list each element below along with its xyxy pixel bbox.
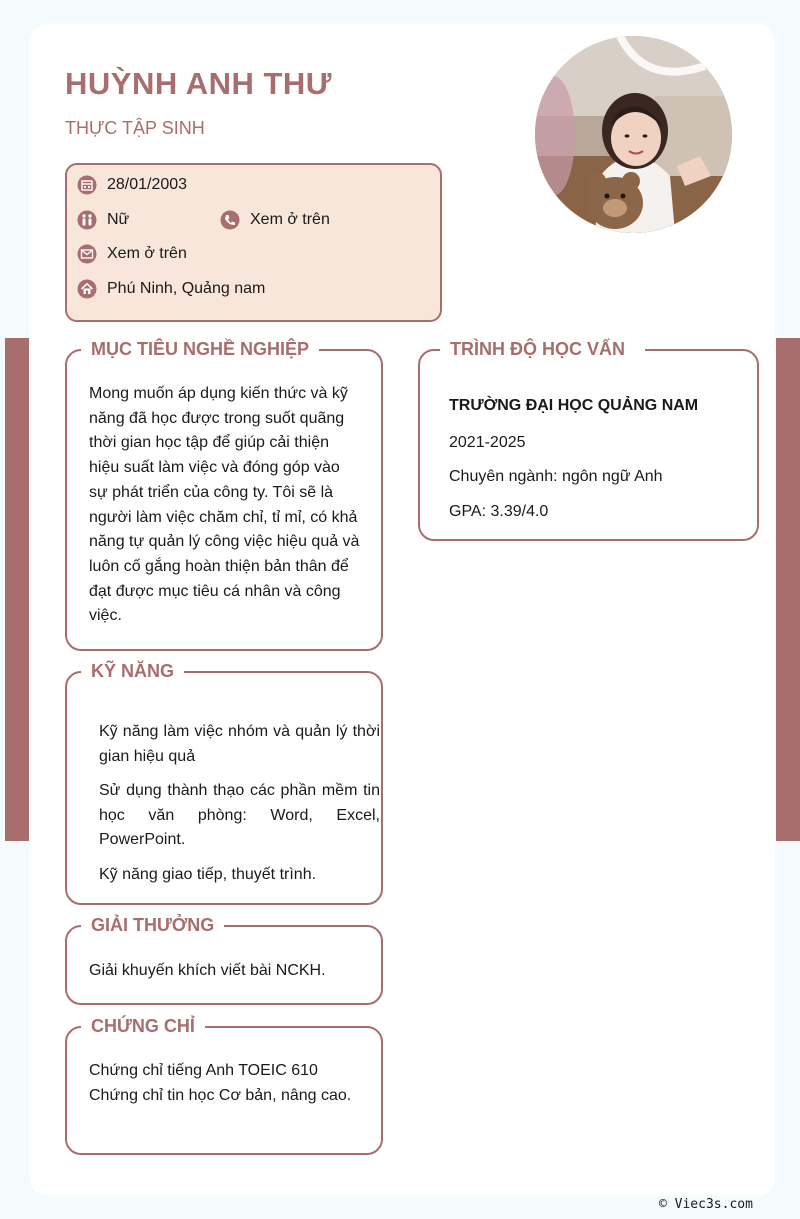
profile-photo-illustration bbox=[535, 36, 732, 233]
phone-row bbox=[220, 210, 330, 230]
footer-credit: © Viec3s.com bbox=[659, 1197, 753, 1212]
skill-item: Kỹ năng giao tiếp, thuyết trình. bbox=[99, 866, 317, 883]
objective-title: MỤC TIÊU NGHỀ NGHIỆP bbox=[81, 339, 319, 360]
contact-info-box bbox=[65, 163, 442, 322]
certificate-item: Chứng chỉ tin học Cơ bản, nâng cao. bbox=[89, 1087, 352, 1104]
birthday-value: 28/01/2003 bbox=[107, 176, 188, 193]
skill-item: Kỹ năng làm việc nhóm và quản lý thời gian hiệu quả bbox=[99, 723, 380, 765]
objective-text: Mong muốn áp dụng kiến thức và kỹ năng đã học được trong suốt quãng thời gian học tập để giúp cải thiện hiệu suất làm việc và đóng góp vào sự phát triển của công ty. Tôi sẽ là người làm việc chăm chỉ, tỉ mỉ, có khả năng tự quản lý công việc hiệu quả và luôn cố gắng hoàn thiện bản thân để đạt được mục tiêu cá nhân và công việc. bbox=[89, 385, 360, 625]
education-years: 2021-2025 bbox=[449, 434, 526, 451]
gender-value: Nữ bbox=[107, 211, 130, 228]
certificates-title: CHỨNG CHỈ bbox=[81, 1016, 205, 1037]
education-school: TRƯỜNG ĐẠI HỌC QUẢNG NAM bbox=[449, 397, 699, 414]
certificate-item: Chứng chỉ tiếng Anh TOEIC 610 bbox=[89, 1062, 318, 1079]
gender-row bbox=[77, 210, 129, 230]
skills-title: KỸ NĂNG bbox=[81, 661, 184, 682]
email-row bbox=[77, 244, 187, 264]
profile-photo bbox=[535, 36, 732, 233]
email-icon bbox=[77, 244, 97, 264]
address-value: Phú Ninh, Quảng nam bbox=[107, 280, 266, 297]
address-row bbox=[77, 279, 265, 299]
right-accent-band bbox=[776, 338, 800, 841]
candidate-role: THỰC TẬP SINH bbox=[65, 118, 205, 138]
left-accent-band bbox=[5, 338, 29, 841]
calendar-icon bbox=[77, 175, 97, 195]
gender-icon bbox=[77, 210, 97, 230]
education-major: Chuyên ngành: ngôn ngữ Anh bbox=[449, 468, 663, 485]
birthday-row bbox=[77, 175, 187, 195]
home-icon bbox=[77, 279, 97, 299]
phone-icon bbox=[220, 210, 240, 230]
skill-item: Sử dụng thành thạo các phần mềm tin học văn phòng: Word, Excel, PowerPoint. bbox=[99, 782, 380, 849]
phone-value: Xem ở trên bbox=[250, 211, 330, 228]
education-gpa: GPA: 3.39/4.0 bbox=[449, 503, 549, 520]
awards-text: Giải khuyến khích viết bài NCKH. bbox=[89, 962, 326, 979]
education-title: TRÌNH ĐỘ HỌC VẤN bbox=[440, 339, 645, 360]
email-value: Xem ở trên bbox=[107, 245, 187, 262]
candidate-name: HUỲNH ANH THƯ bbox=[65, 66, 333, 101]
awards-title: GIẢI THƯỞNG bbox=[81, 915, 224, 936]
